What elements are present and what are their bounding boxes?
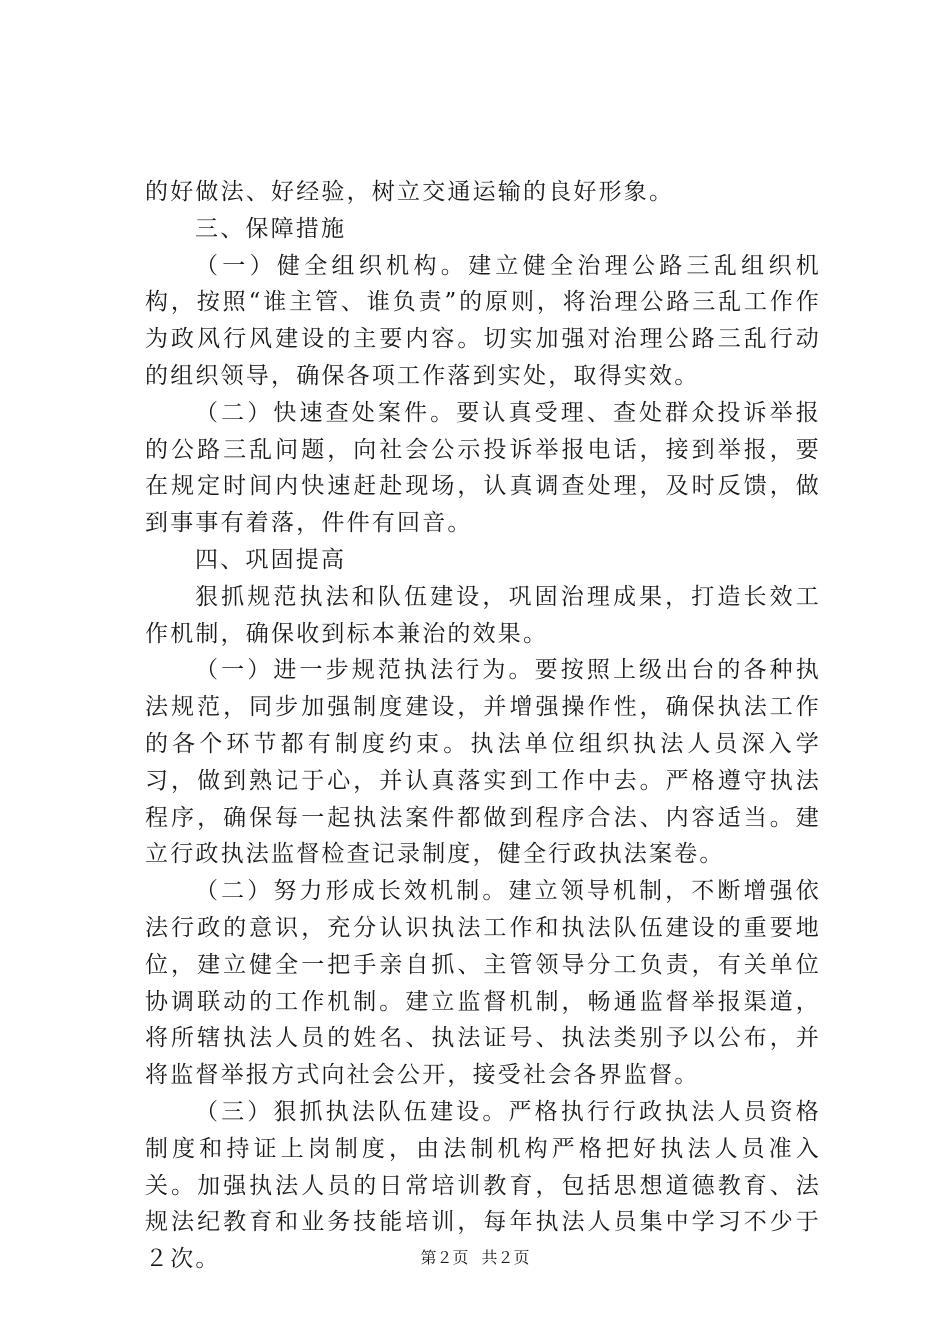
document-body: [145, 174, 821, 1278]
paragraph-mechanism: （二）努力形成长效机制。建立领导机制，不断增强依法行政的意识，充分认识执法工作和执法队伍建设的重要地位，建立健全一把手亲自抓、主管领导分工负责，有关单位协调联动的工作机制。建立监督机制，畅通监督举报渠道，将所辖执法人员的姓名、执法证号、执法类别予以公布，并将监督举报方式向社会公开，接受社会各界监督。: [145, 878, 821, 1089]
page-total: 共２页: [481, 1248, 530, 1267]
page-number: 第２页: [420, 1248, 469, 1267]
paragraph-team-building: （三）狠抓执法队伍建设。严格执行行政执法人员资格制度和持证上岗制度，由法制机构严格把好执法人员准入关。加强执法人员的日常培训教育，包括思想道德教育、法规法纪教育和业务技能培训，每年执法人员集中学习不少于２次。: [145, 1098, 821, 1273]
paragraph-organization: （一）健全组织机构。建立健全治理公路三乱组织机构，按照“谁主管、谁负责”的原则，将治理公路三乱工作作为政风行风建设的主要内容。切实加强对治理公路三乱行动的组织领导，确保各项工作落到实处，取得实效。: [145, 252, 821, 389]
paragraph-intro: 狠抓规范执法和队伍建设，巩固治理成果，打造长效工作机制，确保收到标本兼治的效果。: [145, 583, 821, 647]
paragraph-case-handling: （二）快速查处案件。要认真受理、查处群众投诉举报的公路三乱问题，向社会公示投诉举报电话，接到举报，要在规定时间内快速赶赴现场，认真调查处理，及时反馈，做到事事有着落，件件有回音。: [145, 399, 821, 537]
section-heading-3: 三、保障措施: [195, 215, 347, 242]
page-footer: [0, 1245, 950, 1268]
section-heading-4: 四、巩固提高: [195, 546, 347, 573]
paragraph-standardize: （一）进一步规范执法行为。要按照上级出台的各种执法规范，同步加强制度建设，并增强操作性，确保执法工作的各个环节都有制度约束。执法单位组织执法人员深入学习，做到熟记于心，并认真落实到工作中去。严格遵守执法程序，确保每一起执法案件都做到程序合法、内容适当。建立行政执法监督检查记录制度，健全行政执法案卷。: [145, 657, 821, 868]
paragraph-continuation: 的好做法、好经验，树立交通运输的良好形象。: [145, 179, 675, 205]
